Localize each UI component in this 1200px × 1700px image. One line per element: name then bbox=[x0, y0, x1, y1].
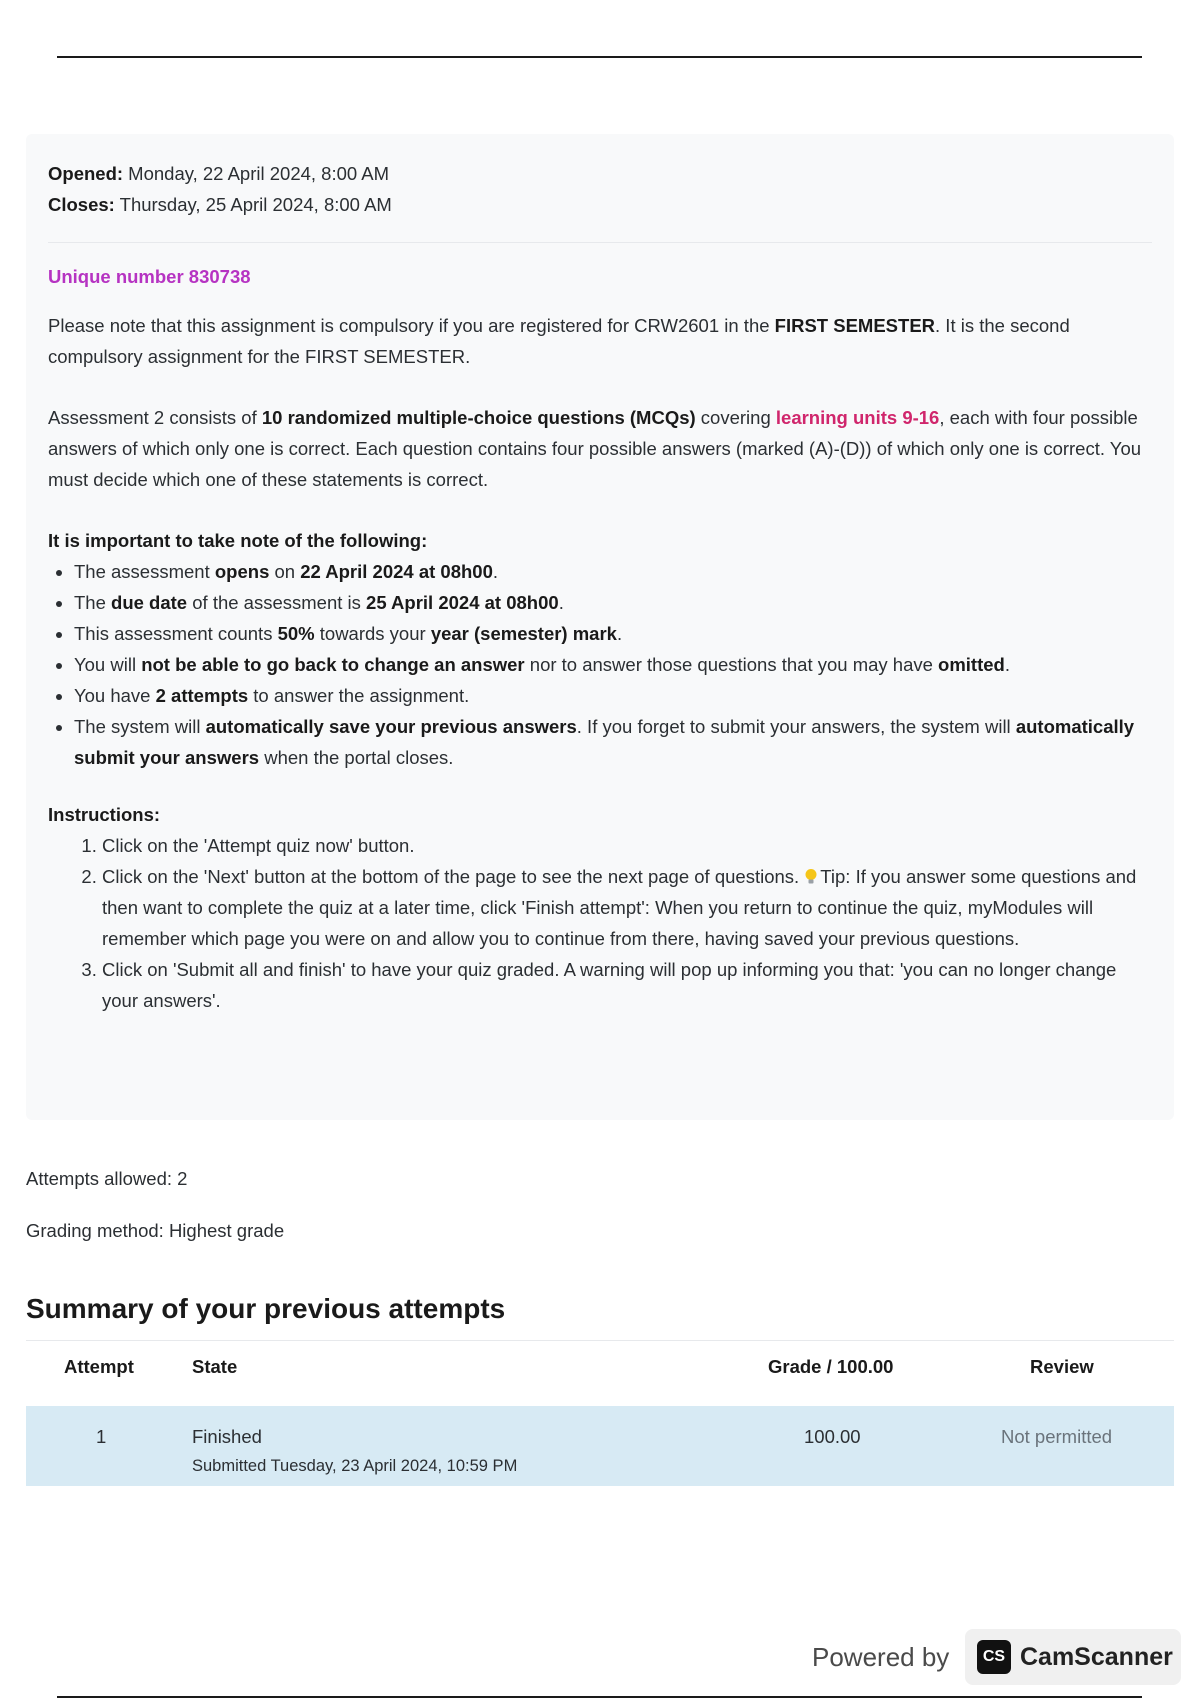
list-item: 2. Click on the 'Next' button at the bottom of the page to see the next page of questions. Tip: If you answer some questions and then want to complete the quiz at a later time, click 'Finish attempt': When you return to continue the quiz, myModules will remember which page you were on and allow you to continue from there, having saved your previous questions. bbox=[102, 861, 1152, 954]
important-title: It is important to take note of the following: bbox=[48, 530, 428, 551]
notes-list bbox=[48, 556, 1152, 773]
camscanner-logo-icon: CS bbox=[977, 1640, 1011, 1674]
attempts-allowed: Attempts allowed: 2 bbox=[26, 1168, 188, 1189]
powered-by-text: Powered by bbox=[812, 1642, 950, 1672]
summary-divider bbox=[26, 1340, 1174, 1341]
list-item: • The system will automatically save your previous answers. If you forget to submit your answers, the system will automatically submit your answers when the portal closes. bbox=[74, 711, 1152, 773]
list-item: • You will not be able to go back to change an answer nor to answer those questions that you may have omitted. bbox=[74, 649, 1152, 680]
list-item: • The due date of the assessment is 25 April 2024 at 08h00. bbox=[74, 587, 1152, 618]
camscanner-brand: CamScanner bbox=[1020, 1642, 1173, 1671]
attempt-number: 1 bbox=[96, 1426, 107, 1447]
summary-title: Summary of your previous attempts bbox=[26, 1293, 506, 1324]
list-item: • The assessment opens on 22 April 2024 at 08h00. bbox=[74, 556, 1152, 587]
lightbulb-icon bbox=[804, 868, 818, 886]
column-header-review: Review bbox=[1030, 1356, 1094, 1377]
dates-divider bbox=[48, 242, 1152, 243]
instructions-list bbox=[48, 830, 1152, 1016]
camscanner-badge bbox=[965, 1629, 1181, 1685]
table-row bbox=[26, 1406, 1174, 1486]
list-item: • You have 2 attempts to answer the assignment. bbox=[74, 680, 1152, 711]
column-header-attempt: Attempt bbox=[64, 1356, 134, 1377]
list-item: 1. Click on the 'Attempt quiz now' button. bbox=[102, 830, 1152, 861]
attempt-grade: 100.00 bbox=[804, 1426, 861, 1447]
compulsory-note: Please note that this assignment is compulsory if you are registered for CRW2601 in the FIRST SEMESTER. It is the second compulsory assignment for the FIRST SEMESTER. bbox=[48, 315, 1070, 367]
instructions-title: Instructions: bbox=[48, 804, 161, 825]
list-item: 3. Click on 'Submit all and finish' to have your quiz graded. A warning will pop up informing you that: 'you can no longer change your answers'. bbox=[102, 954, 1152, 1016]
quiz-info-box bbox=[26, 134, 1174, 1120]
assessment-description: Assessment 2 consists of 10 randomized multiple-choice questions (MCQs) covering learning units 9-16, each with four possible answers of which only one is correct. Each question contains four possible answers (marked (A)-(D)) of which only one is correct. You must decide which one of these statements is correct. bbox=[48, 407, 1142, 490]
unique-number: Unique number 830738 bbox=[48, 266, 251, 287]
grading-method: Grading method: Highest grade bbox=[26, 1220, 285, 1241]
attempt-state: Finished bbox=[192, 1426, 262, 1447]
column-header-grade: Grade / 100.00 bbox=[768, 1356, 894, 1377]
opened-line: Opened: Monday, 22 April 2024, 8:00 AM Closes: Thursday, 25 April 2024, 8:00 AM bbox=[48, 163, 392, 215]
attempt-review: Not permitted bbox=[1001, 1426, 1113, 1447]
column-header-state: State bbox=[192, 1356, 238, 1377]
bottom-rule bbox=[57, 1696, 1142, 1698]
attempt-submitted: Submitted Tuesday, 23 April 2024, 10:59 PM bbox=[192, 1457, 518, 1475]
top-rule bbox=[57, 56, 1142, 58]
list-item: • This assessment counts 50% towards your year (semester) mark. bbox=[74, 618, 1152, 649]
